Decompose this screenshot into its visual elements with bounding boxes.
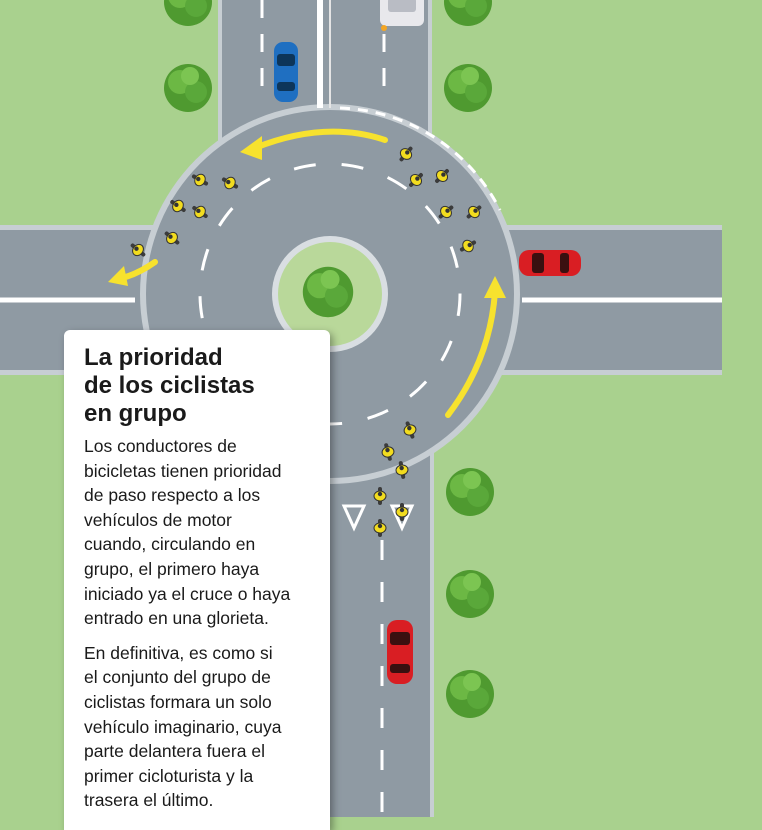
panel-paragraph-2 bbox=[84, 641, 316, 813]
paragraph-line: ciclistas formara un solo bbox=[84, 691, 272, 712]
panel-paragraph-1 bbox=[84, 434, 316, 631]
paragraph-line: entrado en una glorieta. bbox=[84, 608, 269, 629]
tree-icon bbox=[446, 468, 494, 516]
car-icon bbox=[387, 620, 413, 684]
paragraph-line: el conjunto del grupo de bbox=[84, 667, 271, 688]
tree-icon bbox=[444, 64, 492, 112]
paragraph-line: trasera el último. bbox=[84, 790, 214, 811]
tree-icon bbox=[446, 570, 494, 618]
paragraph-line: parte delantera fuera el bbox=[84, 741, 265, 762]
title-line: La prioridad bbox=[84, 344, 223, 371]
title-line: en grupo bbox=[84, 400, 187, 427]
tree-icon bbox=[164, 64, 212, 112]
paragraph-line: grupo, el primero haya bbox=[84, 558, 260, 579]
tree-icon bbox=[446, 670, 494, 718]
paragraph-line: vehículo imaginario, cuya bbox=[84, 716, 282, 737]
paragraph-line: Los conductores de bbox=[84, 436, 237, 456]
car-icon bbox=[519, 250, 581, 276]
paragraph-line: cuando, circulando en bbox=[84, 534, 256, 555]
paragraph-line: En definitiva, es como si bbox=[84, 642, 273, 663]
info-panel bbox=[64, 330, 330, 830]
car-icon bbox=[274, 42, 298, 102]
panel-title bbox=[84, 344, 316, 428]
title-line: de los ciclistas bbox=[84, 372, 255, 399]
paragraph-line: iniciado ya el cruce o haya bbox=[84, 583, 291, 604]
paragraph-line: de paso respecto a los bbox=[84, 485, 261, 506]
paragraph-line: vehículos de motor bbox=[84, 509, 232, 530]
paragraph-line: bicicletas tienen prioridad bbox=[84, 460, 282, 481]
paragraph-line: primer cicloturista y la bbox=[84, 765, 254, 786]
